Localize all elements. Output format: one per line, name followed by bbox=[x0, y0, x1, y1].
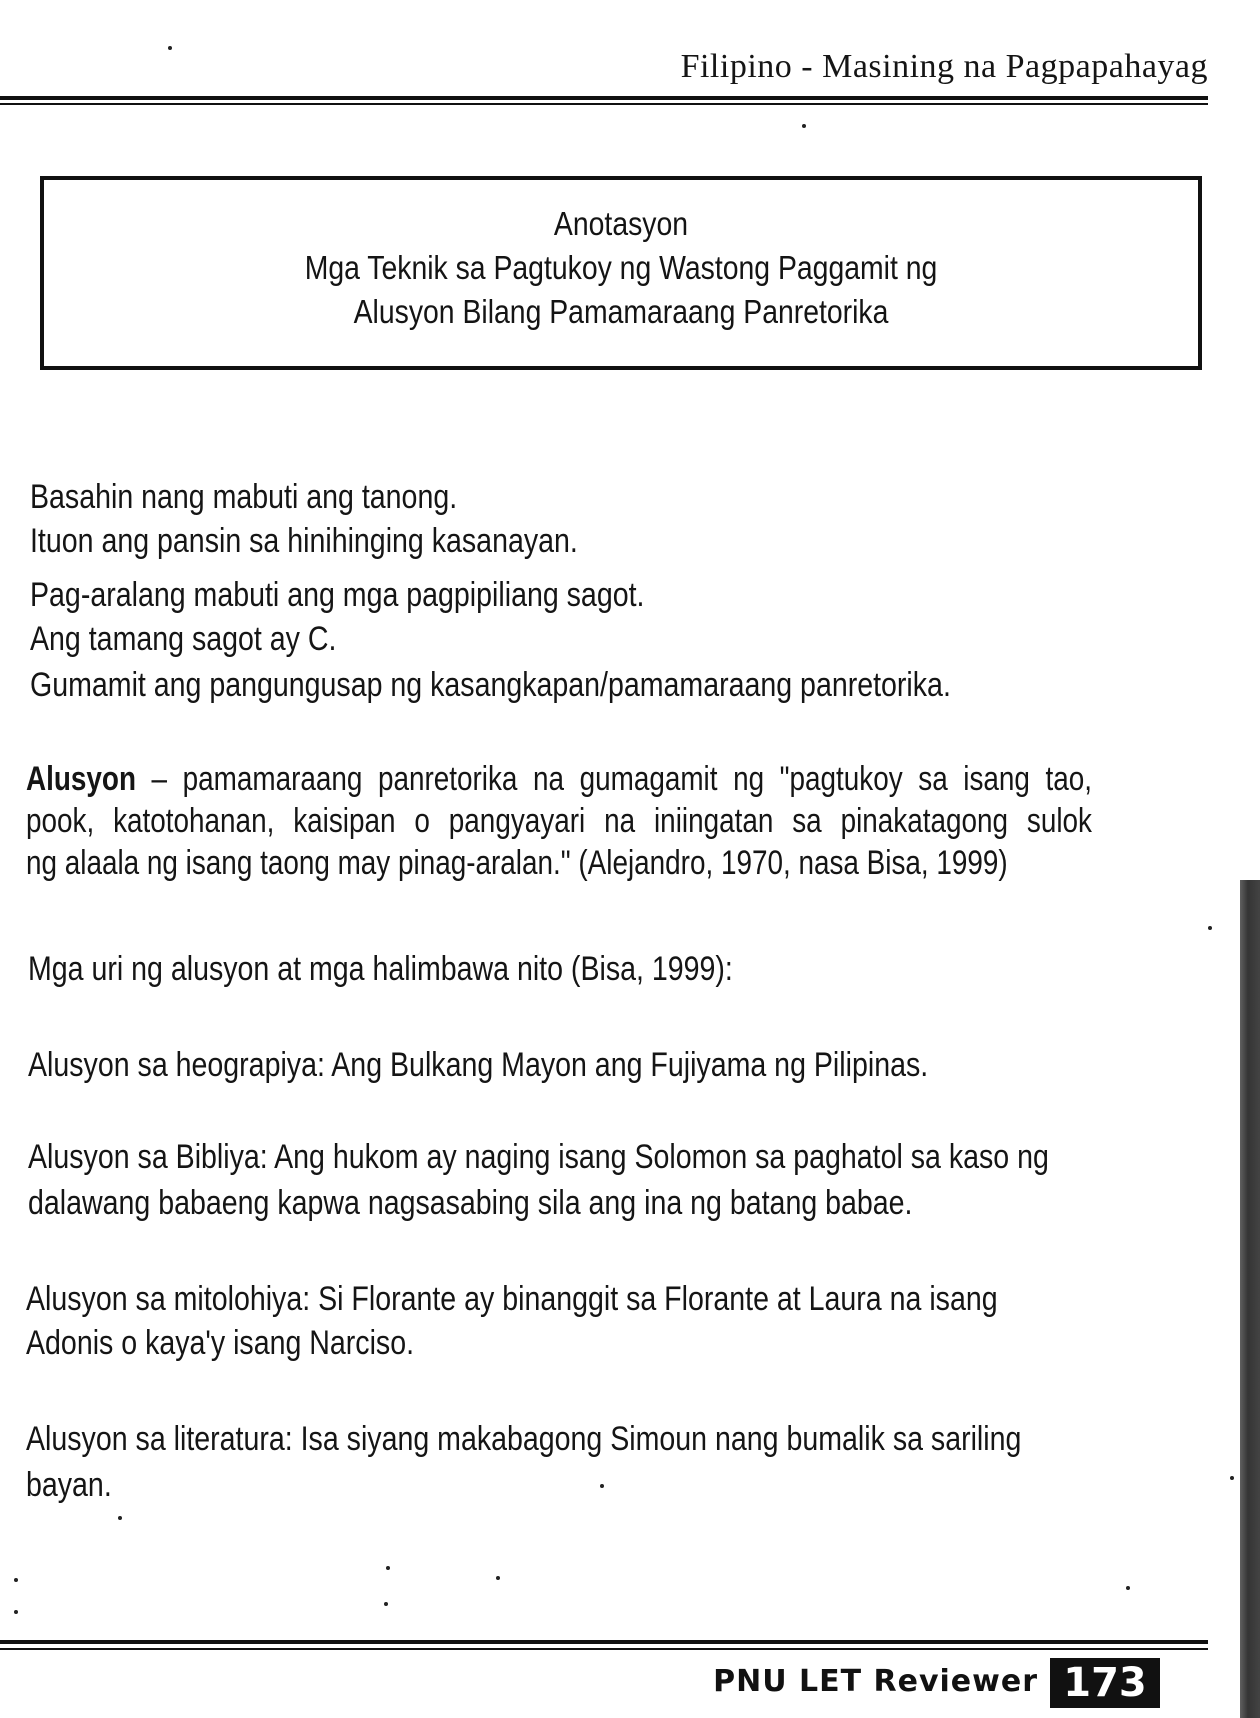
types-intro: Mga uri ng alusyon at mga halimbawa nito (Bisa, 1999): bbox=[28, 950, 733, 988]
example-literatura-line-1: Alusyon sa literatura: Isa siyang makabagong Simoun nang bumalik sa sariling bbox=[26, 1420, 1022, 1458]
definition-line-3: ng alaala ng isang taong may pinag-aralan." (Alejandro, 1970, nasa Bisa, 1999) bbox=[26, 844, 1008, 882]
scan-speck bbox=[496, 1576, 500, 1580]
title-box bbox=[40, 176, 1202, 370]
scan-speck bbox=[384, 1602, 388, 1606]
scan-speck bbox=[168, 46, 172, 50]
example-mitolohiya-line-2: Adonis o kaya'y isang Narciso. bbox=[26, 1324, 415, 1362]
definition-term: Alusyon bbox=[26, 760, 136, 798]
scan-speck bbox=[118, 1516, 122, 1520]
step-3: Pag-aralang mabuti ang mga pagpipiliang sagot. bbox=[30, 576, 645, 614]
step-1: Basahin nang mabuti ang tanong. bbox=[30, 478, 458, 516]
footer-rule bbox=[0, 1640, 1208, 1644]
step-2: Ituon ang pansin sa hinihinging kasanayan. bbox=[30, 522, 578, 560]
example-bibliya-line-2: dalawang babaeng kapwa nagsasabing sila ang ina ng batang babae. bbox=[28, 1184, 913, 1222]
footer-label: PNU LET Reviewer bbox=[713, 1664, 1038, 1699]
scan-speck bbox=[1230, 1476, 1234, 1480]
example-mitolohiya-line-1: Alusyon sa mitolohiya: Si Florante ay binanggit sa Florante at Laura na isang bbox=[26, 1280, 998, 1318]
scan-speck bbox=[802, 124, 806, 128]
step-4: Ang tamang sagot ay C. bbox=[30, 620, 337, 658]
header-rule bbox=[0, 96, 1208, 100]
scan-speck bbox=[14, 1610, 18, 1614]
box-subheading-1: Mga Teknik sa Pagtukoy ng Wastong Paggamit ng bbox=[304, 249, 938, 286]
definition-paragraph bbox=[26, 758, 1092, 884]
scan-speck bbox=[600, 1484, 604, 1488]
box-subheading-2: Alusyon Bilang Pamamaraang Panretorika bbox=[353, 293, 889, 330]
footer-rule-thin bbox=[0, 1648, 1208, 1650]
scan-speck bbox=[386, 1566, 390, 1570]
running-header: Filipino - Masining na Pagpapahayag bbox=[680, 48, 1208, 85]
definition-line-2: pook, katotohanan, kaisipan o pangyayari na iniingatan sa pinakatagong sulok bbox=[26, 802, 1092, 840]
example-heograpiya: Alusyon sa heograpiya: Ang Bulkang Mayon ang Fujiyama ng Pilipinas. bbox=[28, 1046, 929, 1084]
box-heading: Anotasyon bbox=[553, 205, 689, 242]
scan-speck bbox=[14, 1578, 18, 1582]
example-bibliya-line-1: Alusyon sa Bibliya: Ang hukom ay naging isang Solomon sa paghatol sa kaso ng bbox=[28, 1138, 1049, 1176]
scan-speck bbox=[1126, 1586, 1130, 1590]
scan-edge-shadow bbox=[1240, 880, 1260, 1718]
step-5: Gumamit ang pangungusap ng kasangkapan/pamamaraang panretorika. bbox=[30, 666, 951, 704]
example-literatura-line-2: bayan. bbox=[26, 1466, 112, 1504]
header-rule-thin bbox=[0, 103, 1208, 105]
scan-speck bbox=[1208, 926, 1212, 930]
page-number-badge: 173 bbox=[1050, 1658, 1160, 1708]
definition-line-1: Alusyon – pamamaraang panretorika na gumagamit ng "pagtukoy sa isang tao, bbox=[26, 760, 1093, 798]
